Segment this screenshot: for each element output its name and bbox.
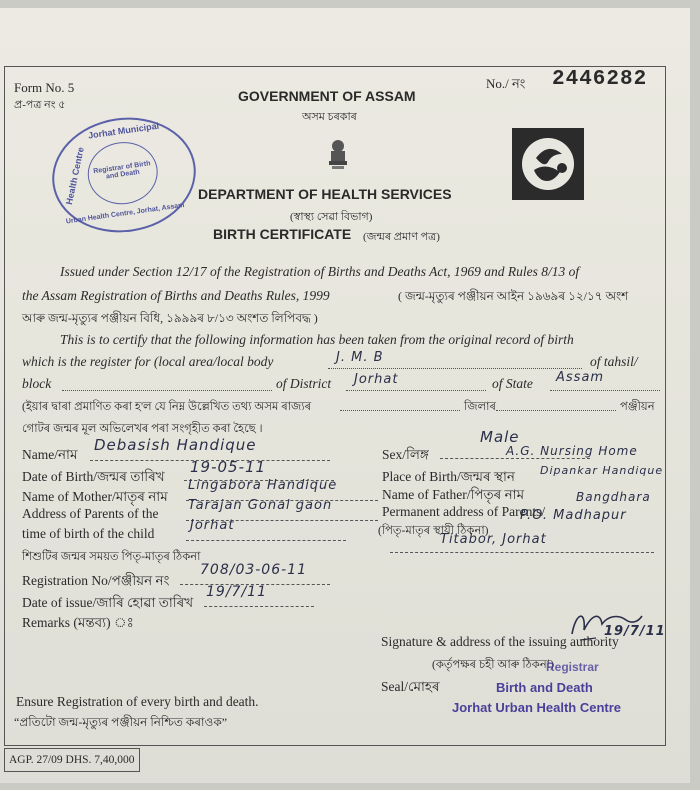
certify-line2: which is the register for (local area/local body [22,354,274,369]
certify-bn-line1: (ইয়াৰ দ্বাৰা প্ৰমাণিত কৰা হ'ল যে নিম্ন উল্লেখিত তথ্য অসম ৰাজ্যৰ [22,401,312,413]
signature-date: 19/7/11 [604,624,666,639]
sex-label: Sex/লিঙ্গ [382,447,429,462]
father-label: Name of Father/পিতৃৰ নাম [382,487,525,502]
permanent-address-dashline [390,552,654,553]
registration-label: Registration No/পঞ্জীয়ন নং [22,573,170,588]
local-body-value: J. M. B [336,350,384,365]
name-value: Debasish Handique [94,436,257,454]
government-title-bn: অসম চৰকাৰ [302,111,357,123]
bn-registration-dotline [496,410,616,411]
dob-label: Date of Birth/জন্মৰ তাৰিখ [22,469,165,484]
address-label-bn: শিশুটিৰ জন্মৰ সময়ত পিতৃ-মাতৃৰ ঠিকনা [22,551,201,563]
permanent-address-label: Permanent address of Parents/ [382,504,546,519]
state-dotline [550,390,660,391]
legal-clause-line1: Issued under Section 12/17 of the Registration of Births and Deaths Act, 1969 and Rules 8/13 of [60,264,580,279]
address-value-line1: Tarajan Gonal gaon [188,498,333,513]
ensure-registration-text-bn: “প্ৰতিটো জন্ম-মৃত্যুৰ পঞ্জীয়ন নিশ্চিত কৰাওক” [14,715,228,729]
serial-label: No./ নং [486,76,526,91]
permanent-address-label-bn: (পিতৃ-মাতৃৰ স্থায়ী ঠিকনা) [378,525,489,537]
issue-date-label: Date of issue/জাৰি হোৱা তাৰিখ [22,595,194,610]
certify-state: of State [492,376,533,391]
certificate-sheet [0,8,690,783]
district-value: Jorhat [354,372,399,387]
issue-date-dashline [204,606,314,607]
issue-date-value: 19/7/11 [206,584,267,600]
place-of-birth-label: Place of Birth/জন্মৰ স্থান [382,469,515,484]
department-title-bn: (স্বাস্থ্য সেৱা বিভাগ) [290,211,373,223]
signature-label-bn: (কৰ্তৃপক্ষৰ চহী আৰু ঠিকনা) [432,659,554,671]
state-value: Assam [556,370,605,385]
department-title: DEPARTMENT OF HEALTH SERVICES [198,186,452,202]
mother-value: Lingabora Handique [188,478,338,493]
stamp-bottom-text: Urban Health Centre, Jorhat, Assam [65,201,185,226]
certify-tahsil: of tahsil/ [590,354,638,369]
seal-label: Seal/মোহৰ [381,679,440,694]
national-emblem-icon [326,138,350,172]
name-label: Name/নাম [22,447,78,462]
legal-clause-line2: the Assam Registration of Births and Deaths Rules, 1999 [22,288,330,303]
sex-dashline [440,458,590,459]
place-of-birth-value: A.G. Nursing Home [506,444,638,458]
certificate-title: BIRTH CERTIFICATE [213,226,352,242]
health-mission-logo-icon [512,128,584,200]
certify-bn-district: জিলাৰ [464,401,496,413]
seal-registrar: Registrar [546,660,599,674]
permanent-address-line1: Bangdhara [576,490,651,504]
address-dashline2 [186,540,346,541]
block-dotline [62,390,272,391]
certify-line1: This is to certify that the following information has been taken from the original record of birth [60,332,574,347]
district-dotline [346,390,486,391]
seal-health-centre: Jorhat Urban Health Centre [452,700,622,715]
signature-label: Signature & address of the issuing authority [381,634,619,649]
stamp-top-text: Jorhat Municipal [87,120,160,141]
stamp-left-text: Health Centre [63,146,86,206]
certify-bn-registration: পঞ্জীয়ন [620,401,655,413]
registration-value: 708/03-06-11 [200,562,307,578]
government-title: GOVERNMENT OF ASSAM [238,88,416,104]
local-body-dotline [328,368,582,369]
serial-number: 2446282 [552,68,648,91]
print-code: AGP. 27/09 DHS. 7,40,000 [4,748,140,772]
form-number: Form No. 5 [14,80,75,95]
form-number-bn: প্র-পত্র নং ৫ [14,99,66,111]
bn-district-dotline [340,410,460,411]
ensure-registration-text: Ensure Registration of every birth and death. [16,694,259,709]
remarks-label: Remarks (মন্তব্য) ঃ [22,615,134,630]
seal-birth-death: Birth and Death [496,680,593,695]
permanent-address-line3: Titabor, Jorhat [440,532,547,547]
mother-label: Name of Mother/মাতৃৰ নাম [22,489,168,504]
legal-clause-line2-bn: ( জন্ম-মৃত্যুৰ পঞ্জীয়ন আইন ১৯৬৯ৰ ১২/১৭ অংশ [398,289,629,303]
address-label-line1: Address of Parents of the [22,506,159,521]
certificate-title-bn: (জন্মৰ প্ৰমাণ পত্ৰ) [363,231,440,243]
address-label-line2: time of birth of the child [22,526,155,541]
sex-value: Male [480,428,520,446]
address-value-line2: Jorhat [190,518,235,533]
certify-block: block [22,376,52,391]
legal-clause-line3-bn: আৰু জন্ম-মৃত্যুৰ পঞ্জীয়ন বিধি, ১৯৯৯ৰ ৮/১৩ অংশত লিপিবদ্ধ ) [22,311,318,325]
stamp-inner-text: Registrar of Birth and Death [92,160,151,181]
certify-district: of District [276,376,332,391]
father-value: Dipankar Handique [540,464,664,477]
certify-bn-line2: গোটৰ জন্মৰ মূল অভিলেখৰ পৰা সংগৃহীত কৰা হৈছে । [22,423,263,435]
permanent-address-line2: P.O. Madhapur [520,508,627,523]
dob-value: 19-05-11 [190,458,267,476]
